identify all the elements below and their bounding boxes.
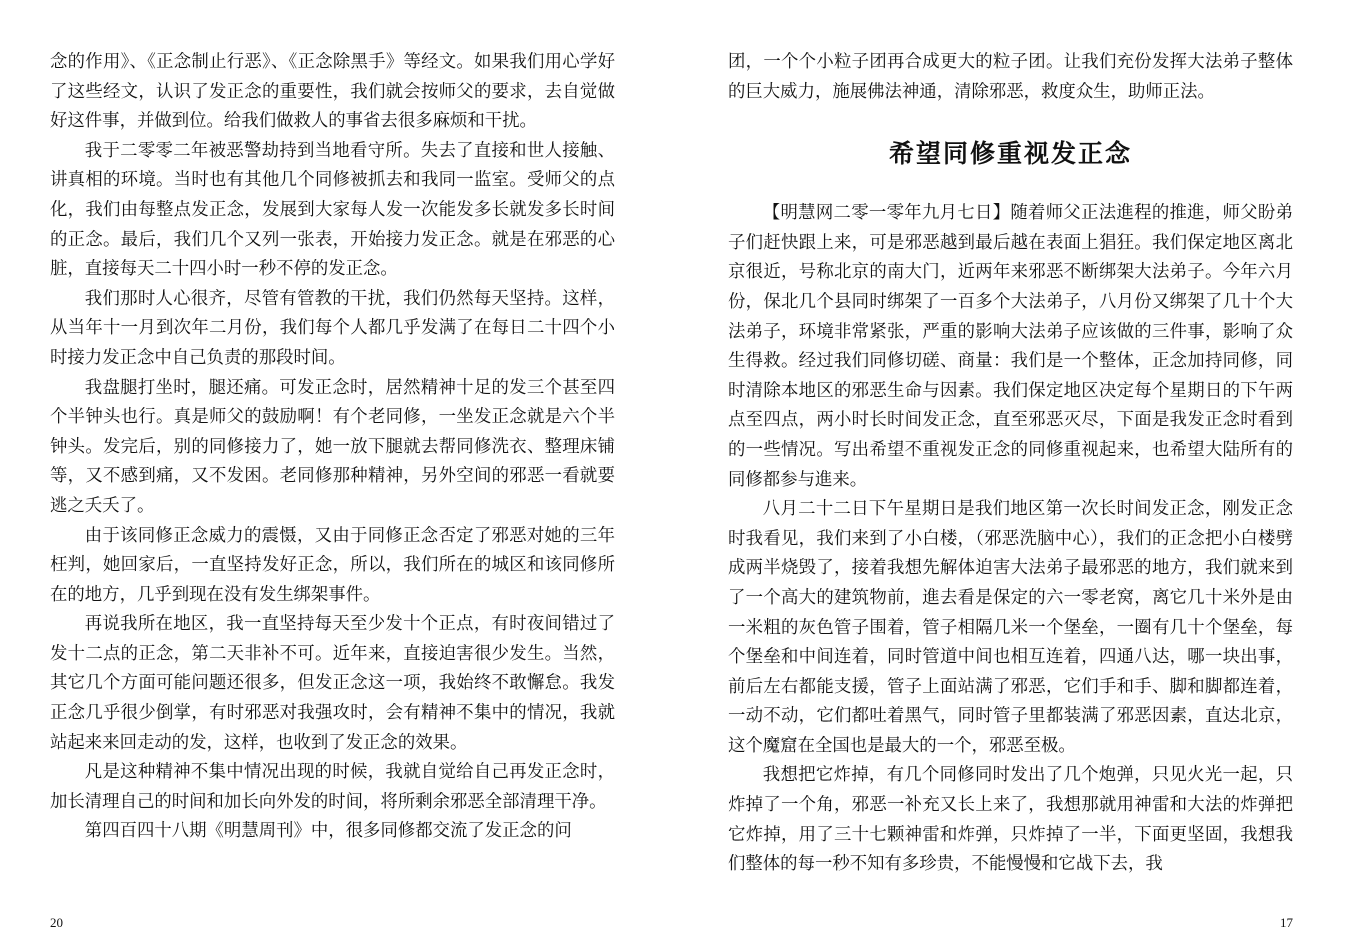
left-page-number: 20 xyxy=(50,915,63,930)
paragraph: 我盘腿打坐时，腿还痛。可发正念时，居然精神十足的发三个甚至四个半钟头也行。真是师父的鼓励啊！有个老同修，一坐发正念就是六个半钟头。发完后，别的同修接力了，她一放下腿就去帮同修洗衣、整理床铺等，又不感到痛，又不发困。老同修那种精神，另外空间的邪恶一看就要逃之夭夭了。 xyxy=(50,377,615,516)
paragraph: 【明慧网二零一零年九月七日】随着师父正法進程的推進，师父盼弟子们赶快跟上来，可是邪恶越到最后越在表面上猖狂。我们保定地区离北京很近，号称北京的南大门，近两年来邪恶不断绑架大法弟子。今年六月份，保北几个县同时绑架了一百多个大法弟子，八月份又绑架了几十个大法弟子，环境非常紧张，严重的影响大法弟子应该做的三件事，影响了众生得救。经过我们同修切磋、商量：我们是一个整体，正念加持同修，同时清除本地区的邪恶生命与因素。我们保定地区决定每个星期日的下午两点至四点，两小时长时间发正念，直至邪恶灭尽，下面是我发正念时看到的一些情况。写出希望不重视发正念的同修重视起来，也希望大陆所有的同修都参与進来。 xyxy=(728,203,1293,490)
paragraph: 我们那时人心很齐，尽管有管教的干扰，我们仍然每天坚持。这样，从当年十一月到次年二月份，我们每个人都几乎发满了在每日二十四个小时接力发正念中自己负责的那段时间。 xyxy=(50,288,615,368)
continuation-paragraph: 团，一个个小粒子团再合成更大的粒子团。让我们充份发挥大法弟子整体的巨大威力，施展佛法神通，清除邪恶，救度众生，助师正法。 xyxy=(728,52,1293,102)
right-page-number: 17 xyxy=(1280,915,1293,930)
paragraph: 第四百四十八期《明慧周刊》中，很多同修都交流了发正念的问 xyxy=(84,821,572,842)
paragraph: 八月二十二日下午星期日是我们地区第一次长时间发正念，刚发正念时我看见，我们来到了小白楼，（邪恶洗脑中心），我们的正念把小白楼劈成两半烧毁了，接着我想先解体迫害大法弟子最邪恶的地方，我们就来到了一个高大的建筑物前，進去看是保定的六一零老窝，离它几十米外是由一米粗的灰色管子围着，管子相隔几米一个堡垒，一圈有几十个堡垒，每个堡垒和中间连着，同时管道中间也相互连着，四通八达，哪一块出事，前后左右都能支援，管子上面站满了邪恶，它们手和手、脚和脚都连着，一动不动，它们都吐着黑气，同时管子里都装满了邪恶因素，直达北京，这个魔窟在全国也是最大的一个，邪恶至极。 xyxy=(728,499,1293,756)
left-page xyxy=(50,48,615,847)
paragraph: 凡是这种精神不集中情况出现的时候，我就自觉给自己再发正念时，加长清理自己的时间和加长向外发的时间，将所剩余邪恶全部清理干净。 xyxy=(50,762,615,812)
right-page xyxy=(728,48,1293,880)
paragraph: 由于该同修正念威力的震慑，又由于同修正念否定了邪恶对她的三年枉判，她回家后，一直坚持发好正念，所以，我们所在的城区和该同修所在的地方，几乎到现在没有发生绑架事件。 xyxy=(50,525,615,605)
paragraph: 念的作用》、《正念制止行恶》、《正念除黑手》等经文。如果我们用心学好了这些经文，认识了发正念的重要性，我们就会按师父的要求，去自觉做好这件事，并做到位。给我们做救人的事省去很多麻烦和干扰。 xyxy=(50,52,615,132)
paragraph: 再说我所在地区，我一直坚持每天至少发十个正点，有时夜间错过了发十二点的正念，第二天非补不可。近年来，直接迫害很少发生。当然，其它几个方面可能问题还很多，但发正念这一项，我始终不敢懈怠。我发正念几乎很少倒掌，有时邪恶对我强攻时，会有精神不集中的情况，我就站起来来回走动的发，这样，也收到了发正念的效果。 xyxy=(50,614,615,753)
article-title: 希望同修重视发正念 xyxy=(888,139,1132,169)
paragraph: 我于二零零二年被恶警劫持到当地看守所。失去了直接和世人接触、讲真相的环境。当时也有其他几个同修被抓去和我同一监室。受师父的点化，我们由每整点发正念，发展到大家每人发一次能发多长就发多长时间的正念。最后，我们几个又列一张表，开始接力发正念。就是在邪恶的心脏，直接每天二十四小时一秒不停的发正念。 xyxy=(50,140,615,280)
paragraph: 我想把它炸掉，有几个同修同时发出了几个炮弹，只见火光一起，只炸掉了一个角，邪恶一补充又长上来了，我想那就用神雷和大法的炸弹把它炸掉，用了三十七颗神雷和炸弹，只炸掉了一半，下面更坚固，我想我们整体的每一秒不知有多珍贵，不能慢慢和它战下去，我 xyxy=(728,765,1293,875)
